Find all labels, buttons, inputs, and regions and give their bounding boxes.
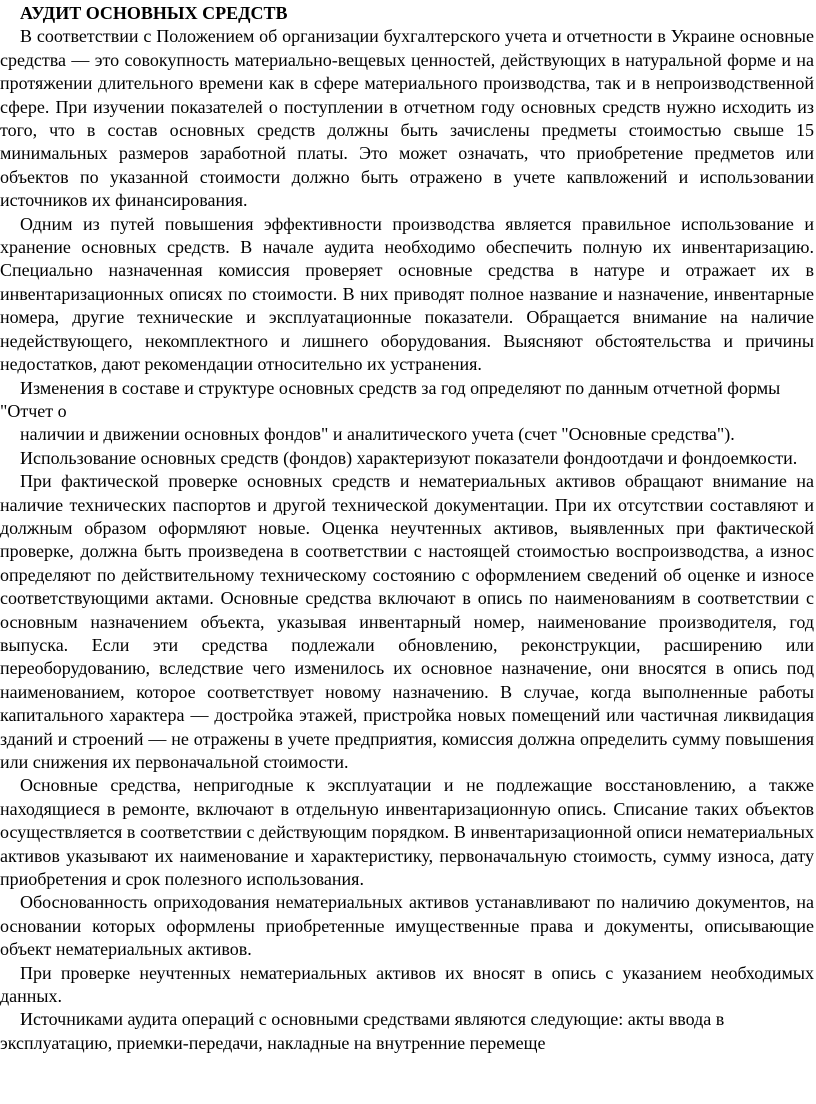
- paragraph-physical-check: При фактической проверке основных средств и нематериальных активов обращают внимание на наличие технических паспортов и другой технической документации. При их отсутствии составляют и должным образом оформляют новые. Оценка неучтенных активов, выявленных при фактической проверке, должна быть произведена в соответствии с настоящей стоимостью воспроизводства, а износ определяют по действительному техническому состоянию с оформлением сведений об оценке и износе соответствующими актами. Основные средства включают в опись по наименованиям в соответствии с основным назначением объекта, указывая инвентарный номер, наименование производителя, год выпуска. Если эти средства подлежали обновлению, реконструкции, расширению или переоборудованию, вследствие чего изменилось их основное назначение, они вносятся в опись под наименованием, которое соответствует новому назначению. В случае, когда выполненные работы капитального характера — достройка этажей, пристройка новых помещений или частичная ликвидация зданий и строений — не отражены в учете предприятия, комиссия должна определить сумму повышения или снижения их первоначальной стоимости.: [0, 471, 814, 772]
- document-title: АУДИТ ОСНОВНЫХ СРЕДСТВ: [20, 3, 288, 23]
- paragraph-definition: В соответствии с Положением об организации бухгалтерского учета и отчетности в Украине основные средства — это совокупность материально-вещевых ценностей, действующих в натуральной форме и на протяжении длительного времени как в сфере материального производства, так и в непроизводственной сфере. При изучении показателей о поступлении в отчетном году основных средств нужно исходить из того, что в состав основных средств должны быть зачислены предметы стоимостью свыше 15 минимальных размеров заработной платы. Это может означать, что приобретение предметов или объектов по указанной стоимости должно быть отражено в учете капвложений и использовании источников их финансирования.: [0, 26, 814, 211]
- paragraph-audit-sources: Источниками аудита операций с основными средствами являются следующие: акты ввода в эксплуатацию, приемки-передачи, накладные на внутренние перемеще: [0, 1009, 725, 1053]
- paragraph-usage: Использование основных средств (фондов) характеризуют показатели фондоотдачи и фондоемкости.: [20, 447, 798, 468]
- paragraph-inventory: Одним из путей повышения эффективности производства является правильное использование и хранение основных средств. В начале аудита необходимо обеспечить полную их инвентаризацию. Специально назначенная комиссия проверяет основные средства в натуре и отражает их в инвентаризационных описях по стоимости. В них приводят полное название и назначение, инвентарные номера, другие технические и эксплуатационные показатели. Обращается внимание на наличие недействующего, некомплектного и лишнего оборудования. Выясняют обстоятельства и причины недостатков, дают рекомендации относительно их устранения.: [0, 213, 814, 375]
- paragraph-intangible-validity: Обоснованность оприходования нематериальных активов устанавливают по наличию документов, на основании которых оформлены приобретенные имущественные права и документы, описывающие объект нематериальных активов.: [0, 892, 814, 960]
- paragraph-changes-continued: наличии и движении основных фондов" и аналитического учета (счет "Основные средства").: [20, 424, 735, 445]
- paragraph-unusable-assets: Основные средства, непригодные к эксплуатации и не подлежащие восстановлению, а также находящиеся в ремонте, включают в отдельную инвентаризационную опись. Списание таких объектов осуществляется в соответствии с действующим порядком. В инвентаризационной описи нематериальных активов указывают их наименование и характеристику, первоначальную стоимость, сумму износа, дату приобретения и срок полезного использования.: [0, 775, 814, 890]
- paragraph-unaccounted-intangibles: При проверке неучтенных нематериальных активов их вносят в опись с указанием необходимых данных.: [0, 962, 814, 1007]
- paragraph-changes: Изменения в составе и структуре основных средств за год определяют по данным отчетной формы "Отчет о: [0, 377, 781, 421]
